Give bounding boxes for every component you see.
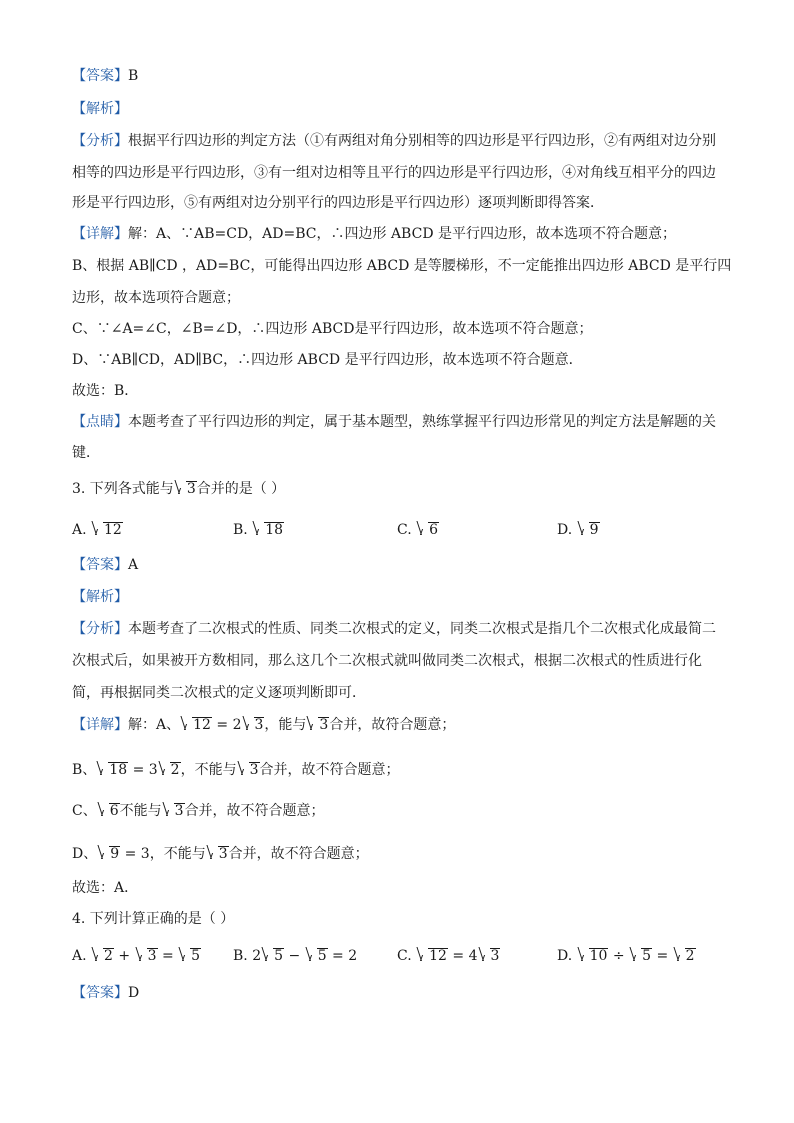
answer-tag: 【答案】 [72, 557, 128, 573]
sqrt-9 [578, 520, 600, 540]
operator: = [652, 948, 673, 964]
option-label: C. [397, 948, 417, 964]
detail-prefix: C、 [72, 803, 97, 819]
radicand: 3 [174, 803, 184, 819]
line-text: 边形，故本选项符合题意； [72, 290, 240, 306]
operator: = 2 [327, 948, 358, 964]
sqrt-6 [98, 801, 120, 821]
q4-option-d [557, 946, 696, 966]
detail-end: 合并，故不符合题意； [184, 803, 325, 819]
q3-detail-line [72, 760, 400, 780]
line-text: 形是平行四边形，⑤有两组对边分别平行的四边形是平行四边形）逐项判断即得答案． [72, 195, 604, 211]
q3-option-a [72, 520, 123, 540]
fenxi-text: 次根式后，如果被开方数相同，那么这几个二次根式就叫做同类二次根式，根据二次根式的性质进行化 [72, 653, 702, 669]
detail-mid: = 2 [211, 717, 242, 733]
line-text: B [128, 68, 139, 84]
q3-stem [72, 479, 285, 499]
sqrt-3 [479, 946, 501, 966]
section-tag: 【点睛】 [72, 414, 128, 430]
detail-end: 合并，故符合题意； [329, 717, 456, 733]
detail-mid: = 3 [128, 762, 158, 778]
sqrt-3 [238, 760, 260, 780]
sqrt-12 [92, 520, 123, 540]
radicand: 2 [170, 762, 180, 778]
radicand: 6 [429, 522, 439, 538]
radicand: 3 [319, 717, 329, 733]
answer-value: D [128, 985, 140, 1001]
sqrt-5 [630, 946, 652, 966]
sqrt-3 [163, 801, 185, 821]
sqrt-2 [674, 946, 696, 966]
fenxi-tag: 【分析】 [72, 621, 128, 637]
radicand: 5 [317, 948, 327, 964]
option-label: B. [233, 522, 253, 538]
q3-option-b [233, 520, 284, 540]
radicand: 12 [193, 717, 211, 733]
line-text: B、根据 AB∥CD ，AD=BC，可能得出四边形 ABCD 是等腰梯形，不一定能推出四边形 ABCD 是平行四 [72, 258, 732, 274]
radicand: 3 [249, 762, 259, 778]
q3-detail-line [72, 844, 369, 864]
q3-stem-text-end: 合并的是（ ） [196, 481, 286, 497]
q3-detail-line [72, 715, 455, 735]
q3-fenxi-line-2 [72, 651, 702, 671]
radicand: 3 [147, 948, 157, 964]
sqrt-3 [207, 844, 229, 864]
option-label: D. [557, 948, 577, 964]
detail-mid: = 3 [120, 846, 150, 862]
section-tag: 【答案】 [72, 68, 128, 84]
answer-tag: 【答案】 [72, 985, 128, 1001]
detail-end: 合并，故不符合题意； [259, 762, 400, 778]
radicand: 3 [490, 948, 500, 964]
q3-answer [72, 555, 138, 575]
radicand: 3 [254, 717, 264, 733]
radicand: 12 [429, 948, 447, 964]
sqrt-5 [179, 946, 201, 966]
solution-line [72, 319, 592, 339]
q3-fenxi-line-3 [72, 683, 366, 703]
line-text: 相等的四边形是平行四边形，③有一组对边相等且平行的四边形是平行四边形，④对角线互相平分的四边 [72, 165, 716, 181]
solution-line [72, 412, 716, 432]
section-tag: 【分析】 [72, 133, 128, 149]
detail-after: 不能与 [119, 803, 162, 819]
line-text: 键． [72, 445, 100, 461]
radicand: 9 [110, 846, 120, 862]
solution-line [72, 99, 128, 119]
radicand: 2 [685, 948, 695, 964]
sqrt-12 [417, 946, 448, 966]
operator: + [113, 948, 135, 964]
sqrt-5 [306, 946, 328, 966]
radicand: 6 [109, 803, 119, 819]
q3-conclusion [72, 878, 138, 898]
option-label: A. [72, 522, 92, 538]
radicand: 5 [191, 948, 201, 964]
solution-line [72, 288, 240, 308]
solution-line [72, 66, 138, 86]
operator: = [157, 948, 179, 964]
detail-prefix: B、 [72, 762, 97, 778]
detail-after: ，能与 [264, 717, 307, 733]
solution-line [72, 381, 138, 401]
section-tag: 【解析】 [72, 101, 128, 117]
detail-end: 合并，故不符合题意； [228, 846, 369, 862]
radicand: 12 [104, 522, 122, 538]
option-label: B. [233, 948, 253, 964]
xiangjie-tag: 【详解】 [72, 717, 128, 733]
q3-stem-text: 3. 下列各式能与 [72, 481, 174, 497]
radicand: 5 [642, 948, 652, 964]
radicand: 3 [218, 846, 228, 862]
q4-answer [72, 983, 139, 1003]
section-tag: 【详解】 [72, 226, 128, 242]
solution-line [72, 163, 716, 183]
detail-after: ，不能与 [149, 846, 206, 862]
detail-prefix: D、 [72, 846, 98, 862]
solution-line [72, 350, 583, 370]
fenxi-text: 本题考查了二次根式的性质、同类二次根式的定义，同类二次根式是指几个二次根式化成最简二 [128, 621, 716, 637]
radicand: 18 [265, 522, 284, 538]
solution-line [72, 443, 100, 463]
sqrt-12 [181, 715, 212, 735]
solution-line [72, 131, 716, 151]
radicand: 18 [109, 762, 128, 778]
q4-stem [72, 909, 234, 929]
line-text: 本题考查了平行四边形的判定，属于基本题型，熟练掌握平行四边形常见的判定方法是解题的关 [128, 414, 716, 430]
operator: = 4 [447, 948, 478, 964]
answer-value: A [128, 557, 139, 573]
operator: − [284, 948, 305, 964]
sqrt-3 [175, 479, 197, 499]
sqrt-6 [417, 520, 439, 540]
q4-option-b [233, 946, 357, 966]
option-label: A. [72, 948, 92, 964]
solution-line [72, 193, 604, 213]
q3-analysis [72, 587, 128, 607]
q4-stem-text: 4. 下列计算正确的是（ ） [72, 911, 235, 927]
option-label: D. [557, 522, 577, 538]
sqrt-18 [97, 760, 128, 780]
conclusion-text: 故选：A． [72, 880, 139, 896]
sqrt-9 [98, 844, 120, 864]
sqrt-3 [307, 715, 329, 735]
operator: 2 [252, 948, 262, 964]
radicand: 5 [274, 948, 284, 964]
radicand: 2 [104, 948, 113, 964]
option-label: C. [397, 522, 417, 538]
line-text: D、∵AB∥CD，AD∥BC，∴四边形 ABCD 是平行四边形，故本选项不符合题意． [72, 352, 583, 368]
line-text: C、∵∠A=∠C，∠B=∠D，∴四边形 ABCD是平行四边形，故本选项不符合题意； [72, 321, 593, 337]
line-text: 解：A、∵AB=CD，AD=BC，∴四边形 ABCD 是平行四边形，故本选项不符合题意； [128, 226, 676, 242]
radicand: 10 [589, 948, 608, 964]
q4-option-c [397, 946, 500, 966]
detail-prefix: 解：A、 [128, 717, 181, 733]
analysis-tag: 【解析】 [72, 589, 128, 605]
sqrt-10 [578, 946, 609, 966]
q3-fenxi-line-1 [72, 619, 716, 639]
sqrt-2 [159, 760, 181, 780]
detail-after: ，不能与 [180, 762, 237, 778]
sqrt-3 [136, 946, 158, 966]
solution-line [72, 256, 731, 276]
operator: ÷ [608, 948, 630, 964]
line-text: 故选：B． [72, 383, 139, 399]
q4-option-a [72, 946, 201, 966]
radicand: 9 [589, 522, 599, 538]
q3-option-d [557, 520, 600, 540]
sqrt-2 [92, 946, 114, 966]
sqrt-3 [243, 715, 265, 735]
q3-detail-line [72, 801, 325, 821]
solution-line [72, 224, 676, 244]
q3-option-c [397, 520, 439, 540]
fenxi-text: 简，再根据同类二次根式的定义逐项判断即可． [72, 685, 366, 701]
sqrt-18 [253, 520, 284, 540]
line-text: 根据平行四边形的判定方法（①有两组对角分别相等的四边形是平行四边形，②有两组对边分别 [128, 133, 716, 149]
sqrt-5 [262, 946, 284, 966]
radicand: 3 [186, 481, 196, 497]
